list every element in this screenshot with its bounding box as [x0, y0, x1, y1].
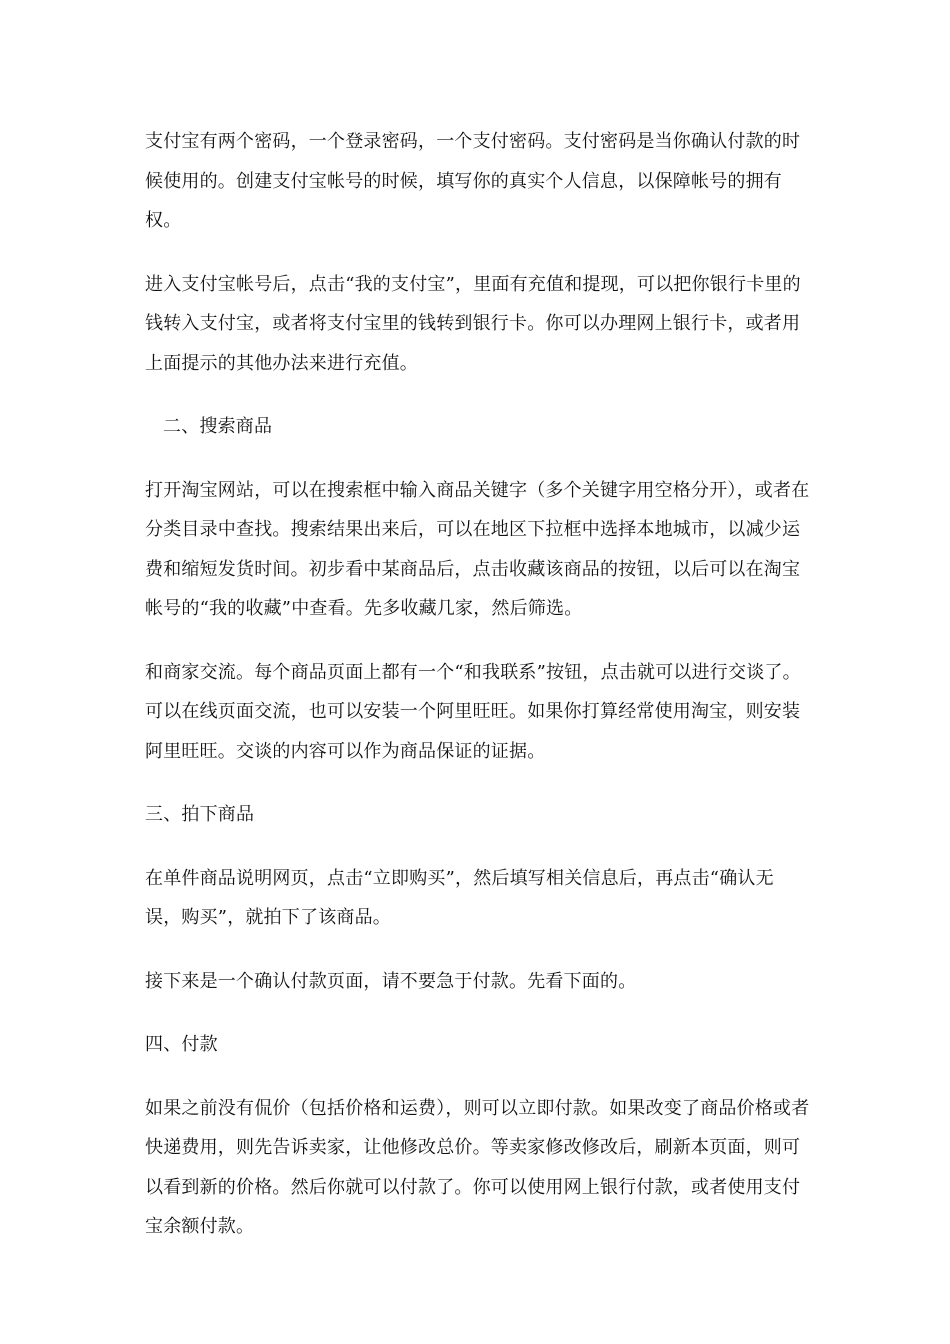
paragraph-confirm-payment: 接下来是一个确认付款页面，请不要急于付款。先看下面的。 — [145, 970, 637, 992]
paragraph-alipay-recharge: 进入支付宝帐号后，点击“我的支付宝”，里面有充值和提现，可以把你银行卡里的钱转入支付宝，或者将支付宝里的钱转到银行卡。你可以办理网上银行卡，或者用上面提示的其他办法来进行充值。 — [145, 273, 801, 374]
section-heading-purchase: 三、拍下商品 — [145, 804, 255, 825]
paragraph-payment-methods: 如果之前没有侃价（包括价格和运费），则可以立即付款。如果改变了商品价格或者快递费用，则先告诉卖家，让他修改总价。等卖家修改修改后，刷新本页面，则可以看到新的价格。然后你就可以付款了。你可以使用网上银行付款，或者使用支付宝余额付款。 — [145, 1097, 810, 1237]
paragraph-contact-seller: 和商家交流。每个商品页面上都有一个“和我联系”按钮，点击就可以进行交谈了。可以在线页面交流，也可以安装一个阿里旺旺。如果你打算经常使用淘宝，则安装阿里旺旺。交谈的内容可以作为商品保证的证据。 — [145, 661, 801, 762]
section-heading-search: 二、搜索商品 — [163, 416, 273, 437]
paragraph-search-products: 打开淘宝网站，可以在搜索框中输入商品关键字（多个关键字用空格分开），或者在分类目录中查找。搜索结果出来后，可以在地区下拉框中选择本地城市，以减少运费和缩短发货时间。初步看中某商品后，点击收藏该商品的按钮，以后可以在淘宝帐号的“我的收藏”中查看。先多收藏几家，然后筛选。 — [145, 479, 810, 619]
paragraph-buy-now: 在单件商品说明网页，点击“立即购买”，然后填写相关信息后，再点击“确认无误，购买”，就拍下了该商品。 — [145, 867, 774, 928]
paragraph-alipay-passwords: 支付宝有两个密码，一个登录密码，一个支付密码。支付密码是当你确认付款的时候使用的。创建支付宝帐号的时候，填写你的真实个人信息，以保障帐号的拥有权。 — [145, 131, 801, 231]
section-heading-payment: 四、付款 — [145, 1034, 218, 1055]
document-body — [145, 122, 810, 1271]
